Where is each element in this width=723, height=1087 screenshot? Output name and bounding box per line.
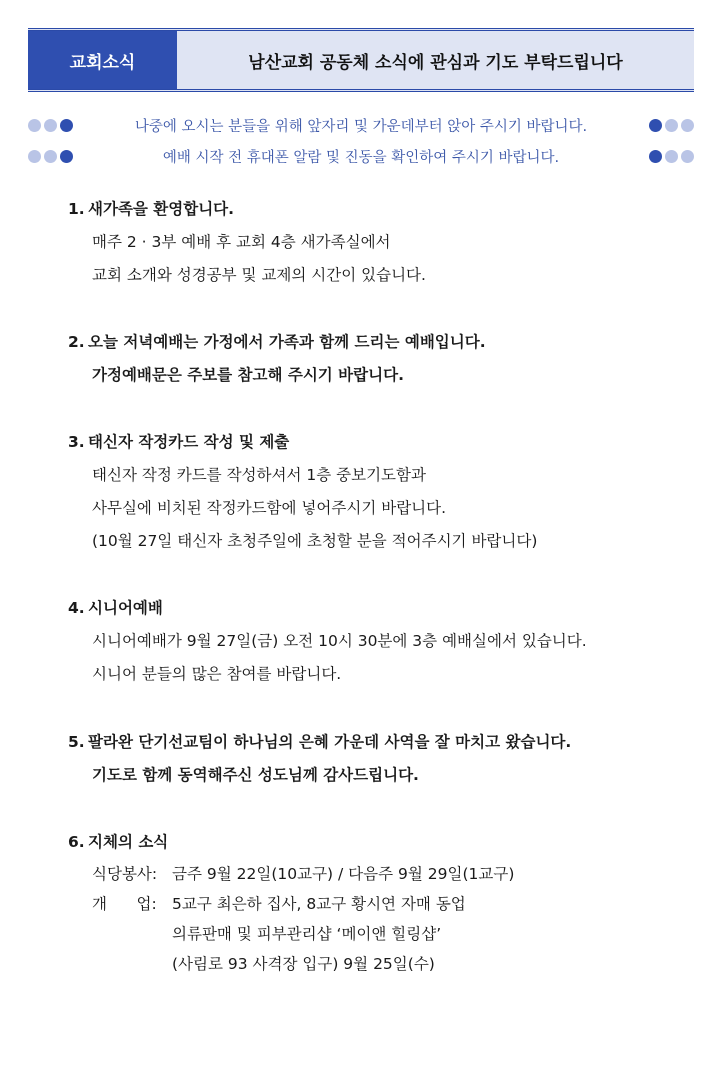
news-line: 시니어예배가 9월 27일(금) 오전 10시 30분에 3층 예배실에서 있습니다. — [92, 632, 587, 650]
news-line: 사무실에 비치된 작정카드함에 넣어주시기 바랍니다. — [92, 499, 447, 517]
news-line: 기도로 함께 동역해주신 성도님께 감사드립니다. — [92, 766, 419, 784]
news-item-2 — [68, 326, 486, 392]
news-heading: 6. 지체의 소식 — [68, 833, 169, 851]
news-item-4 — [68, 592, 587, 691]
news-heading: 5. 팔라완 단기선교팀이 하나님의 은혜 가운데 사역을 잘 마치고 왔습니다. — [68, 733, 572, 751]
news-line: 태신자 작정 카드를 작성하셔서 1층 중보기도함과 — [92, 466, 426, 484]
notice-text: 나중에 오시는 분들을 위해 앞자리 및 가운데부터 앉아 주시기 바랍니다. — [134, 118, 588, 135]
news-line: (10월 27일 태신자 초청주일에 초청할 분을 적어주시기 바랍니다) — [92, 532, 538, 550]
notice-row-1 — [28, 113, 694, 137]
news-line: 가정예배문은 주보를 참고해 주시기 바랍니다. — [92, 366, 404, 384]
news-item-6 — [68, 826, 514, 979]
opening-label: 개 업: — [92, 895, 157, 913]
news-heading: 2. 오늘 저녁예배는 가정에서 가족과 함께 드리는 예배입니다. — [68, 333, 486, 351]
meal-service-row — [68, 859, 514, 889]
notice-row-2 — [28, 144, 694, 168]
dots-decoration-right — [649, 119, 694, 132]
opening-detail: (사림로 93 사격장 입구) 9월 25일(수) — [172, 955, 435, 973]
news-line: 교회 소개와 성경공부 및 교제의 시간이 있습니다. — [92, 266, 426, 284]
news-heading: 4. 시니어예배 — [68, 599, 163, 617]
dots-decoration-right — [649, 150, 694, 163]
dots-decoration-left — [28, 150, 73, 163]
news-line: 시니어 분들의 많은 참여를 바랍니다. — [92, 665, 342, 683]
opening-row — [68, 889, 514, 919]
header-banner — [28, 28, 694, 92]
dots-decoration-left — [28, 119, 73, 132]
meal-service-label: 식당봉사: — [92, 865, 158, 883]
meal-service-value: 금주 9월 22일(10교구) / 다음주 9월 29일(1교구) — [172, 865, 515, 883]
news-item-5 — [68, 726, 571, 792]
news-line: 매주 2 · 3부 예배 후 교회 4층 새가족실에서 — [92, 233, 391, 251]
page-title: 남산교회 공동체 소식에 관심과 기도 부탁드립니다 — [248, 52, 623, 73]
opening-detail: 의류판매 및 피부관리샵 ‘메이앤 힐링샵’ — [172, 925, 442, 943]
news-heading: 1. 새가족을 환영합니다. — [68, 200, 235, 218]
opening-value: 5교구 최은하 집사, 8교구 황시연 자매 동업 — [172, 895, 466, 913]
news-heading: 3. 태신자 작정카드 작성 및 제출 — [68, 433, 290, 451]
news-item-1 — [68, 193, 426, 292]
news-item-3 — [68, 426, 537, 558]
section-label: 교회소식 — [28, 31, 177, 89]
notice-text: 예배 시작 전 휴대폰 알람 및 진동을 확인하여 주시기 바랍니다. — [162, 149, 560, 166]
